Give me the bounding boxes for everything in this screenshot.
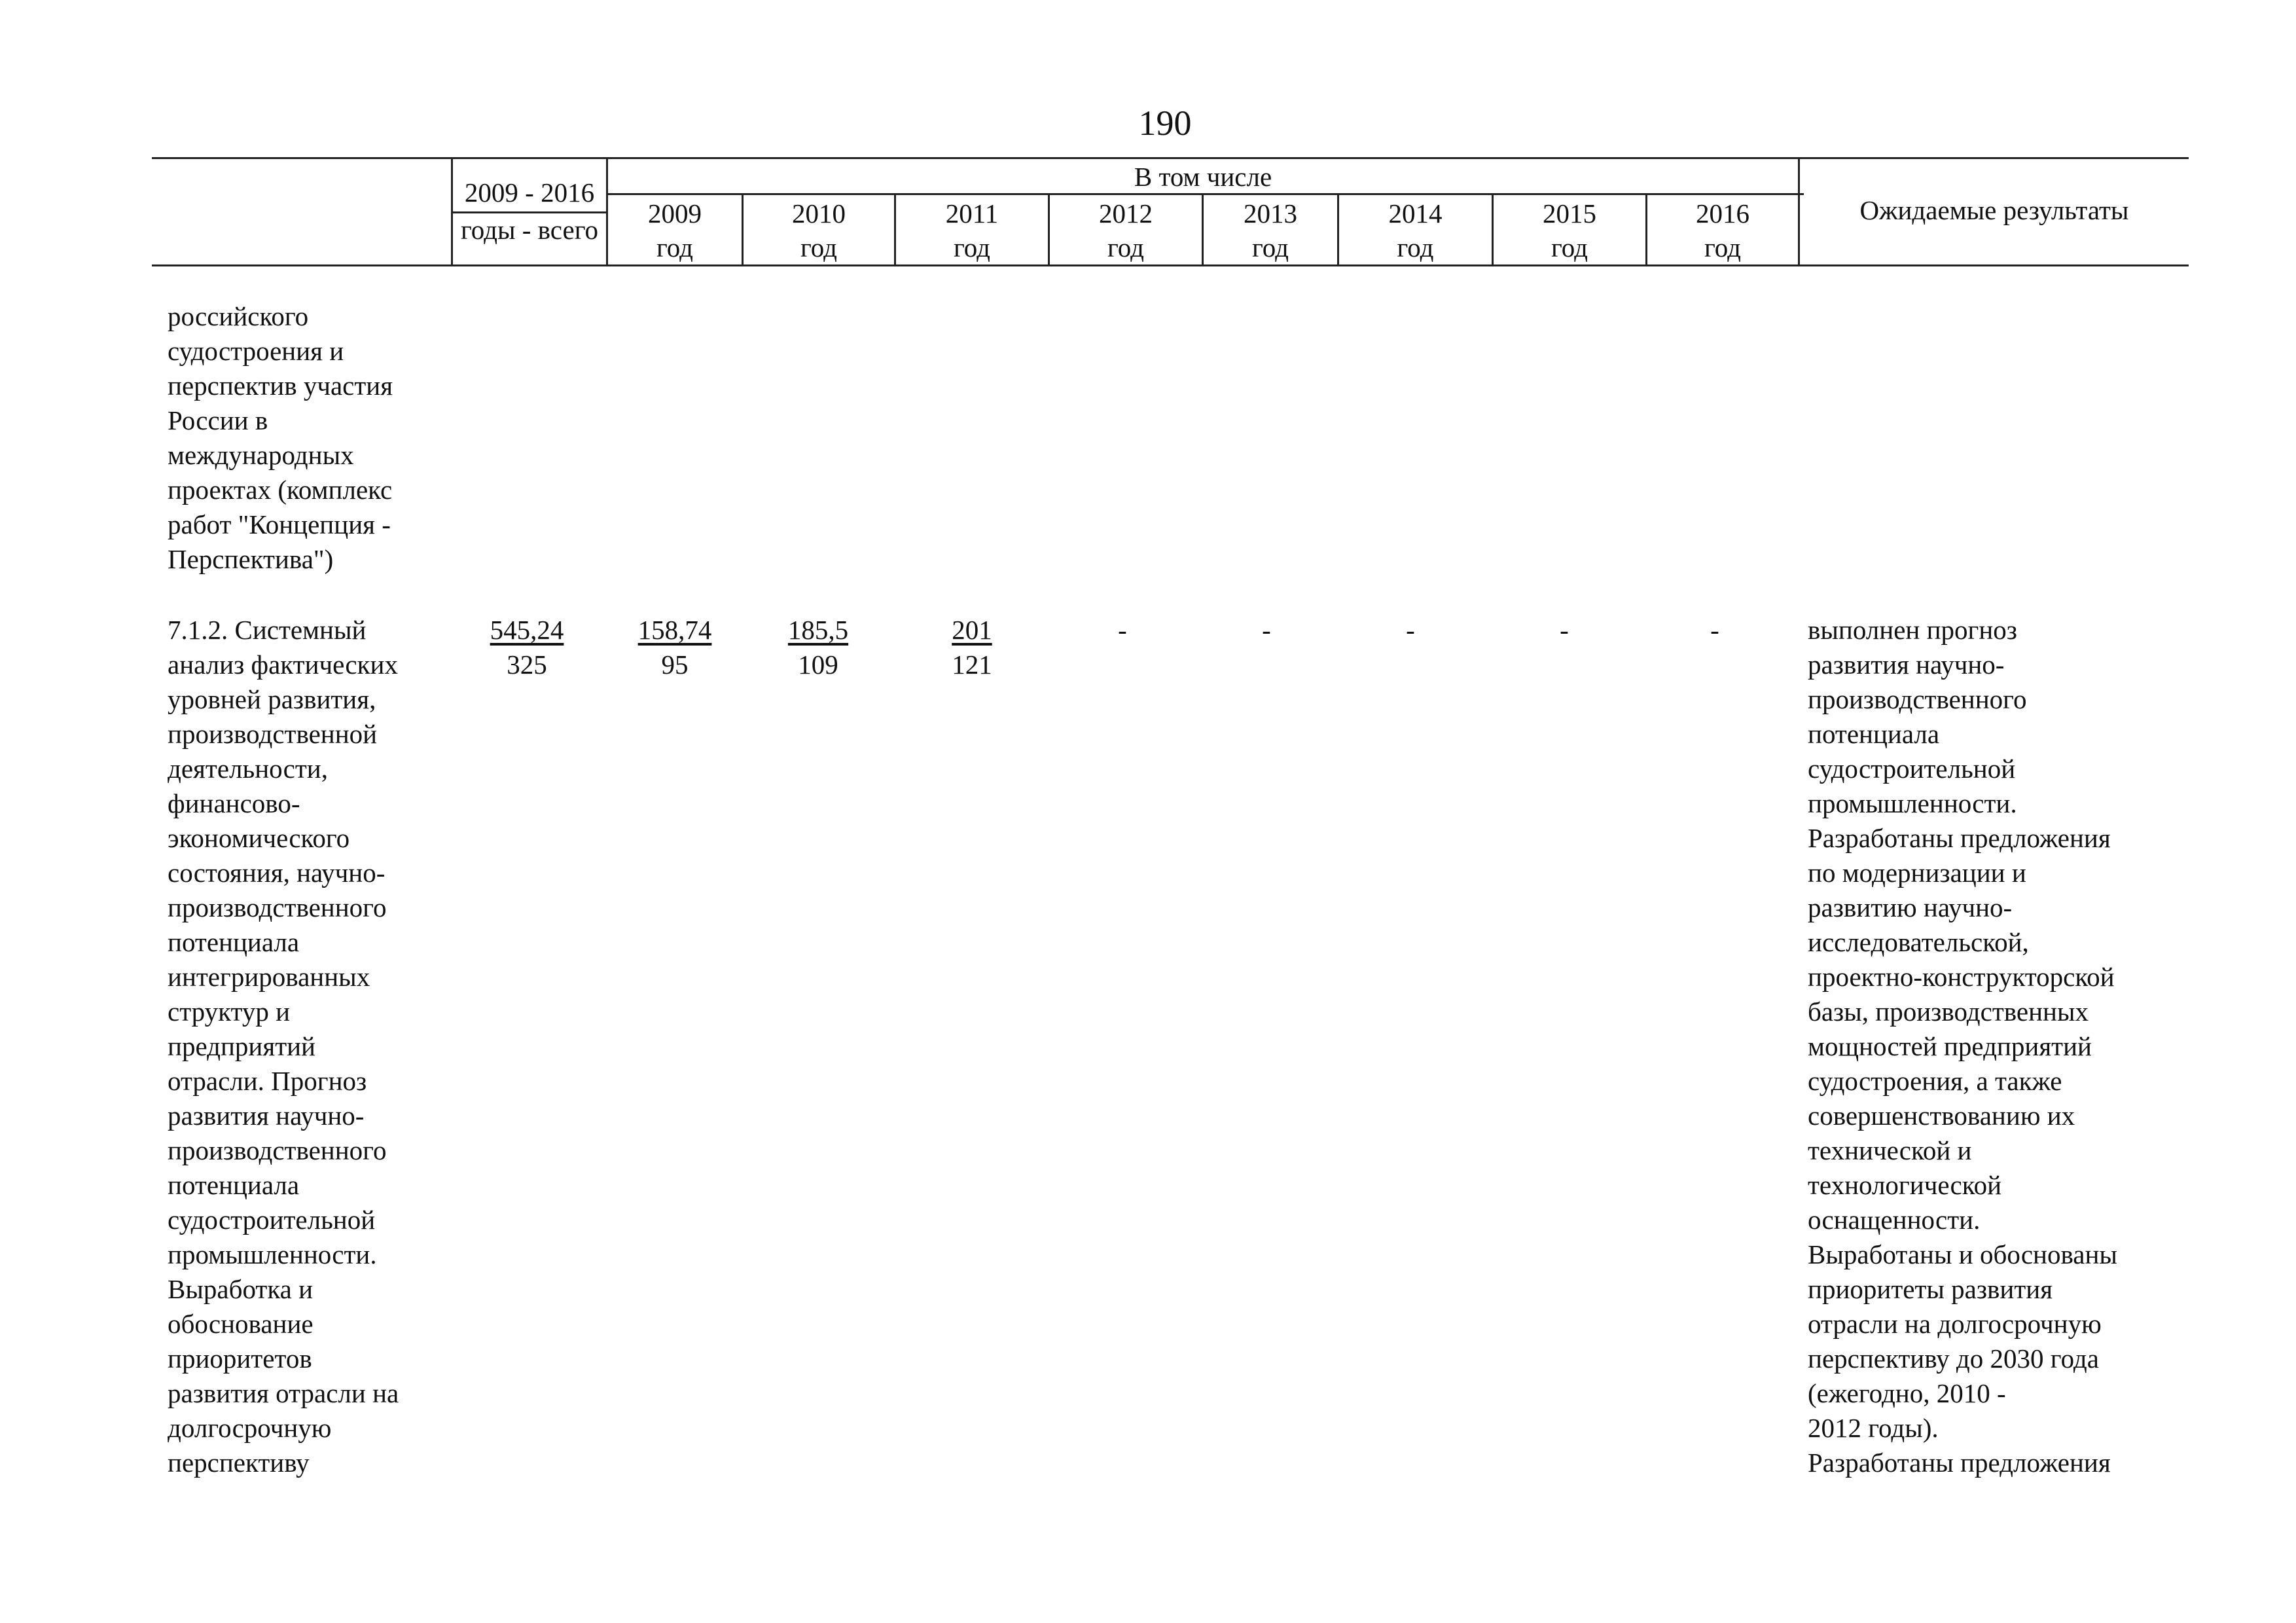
year-header-2014: 2014 <box>1388 198 1443 228</box>
header-top-rule <box>152 157 2189 159</box>
value-2013: - <box>1262 615 1271 645</box>
year-unit-2012: год <box>1107 232 1144 263</box>
total-bottom-value: 325 <box>507 649 547 680</box>
year-header-2013: 2013 <box>1244 198 1297 228</box>
total-period-header: 2009 - 2016 <box>464 177 595 208</box>
item-name: 7.1.2. Системный анализ фактических уровней развития, производственной деятельности, финансово- экономического состояния, научно- производственного потенциала интегрированных структур и предприятий отрасли. Прогноз развития научно- производственного потенциала судостроительной промышленности. Выработка и обоснование приоритетов развития отрасли на долгосрочную перспективу <box>168 615 399 1478</box>
total-top-value: 545,24 <box>490 615 564 645</box>
value-2015: - <box>1560 615 1569 645</box>
value-2010-bottom: 109 <box>798 649 838 680</box>
value-2010-top: 185,5 <box>787 615 849 645</box>
year-header-2015: 2015 <box>1543 198 1596 228</box>
year-unit-2010: год <box>800 232 837 263</box>
year-header-2010: 2010 <box>792 198 846 228</box>
value-2009 <box>606 613 744 682</box>
value-2009-bottom: 95 <box>661 649 689 680</box>
header-bottom-rule <box>152 264 2189 266</box>
year-unit-2009: год <box>656 232 693 263</box>
value-2014: - <box>1406 615 1415 645</box>
year-unit-2014: год <box>1397 232 1434 263</box>
value-2011-bottom: 121 <box>952 649 992 680</box>
year-unit-2011: год <box>954 232 990 263</box>
group-header: В том числе <box>1134 162 1272 192</box>
page-number: 190 <box>1138 103 1192 143</box>
results-header: Ожидаемые результаты <box>1859 195 2129 225</box>
total-label-header: годы - всего <box>461 215 598 245</box>
year-unit-2013: год <box>1252 232 1289 263</box>
value-2009-top: 158,74 <box>637 615 712 645</box>
value-2010 <box>749 613 887 682</box>
year-header-2011: 2011 <box>945 198 999 228</box>
total-value <box>458 613 596 682</box>
expected-results: выполнен прогноз развития научно- производственного потенциала судостроительной промышленности. Разработаны предложения по модернизации и развитию научно- исследовательской, проектно-конструкторской базы, производственных мощностей предприятий судостроения, а также совершенствованию их технической и технологической оснащенности. Выработаны и обоснованы приоритеты развития отрасли на долгосрочную перспективу до 2030 года (ежегодно, 2010 - 2012 годы). Разработаны предложения <box>1808 615 2117 1478</box>
value-2016: - <box>1710 615 1719 645</box>
value-2012: - <box>1118 615 1127 645</box>
value-2011 <box>903 613 1041 682</box>
year-header-2012: 2012 <box>1099 198 1153 228</box>
column-rule <box>451 157 453 266</box>
year-header-2009: 2009 <box>648 198 702 228</box>
value-2011-top: 201 <box>952 615 992 645</box>
year-unit-2016: год <box>1704 232 1741 263</box>
year-header-2016: 2016 <box>1696 198 1749 228</box>
year-unit-2015: год <box>1551 232 1588 263</box>
continuation-text: российского судостроения и перспектив участия России в международных проектах (комплекс работ "Концепция - Перспектива") <box>168 301 393 574</box>
